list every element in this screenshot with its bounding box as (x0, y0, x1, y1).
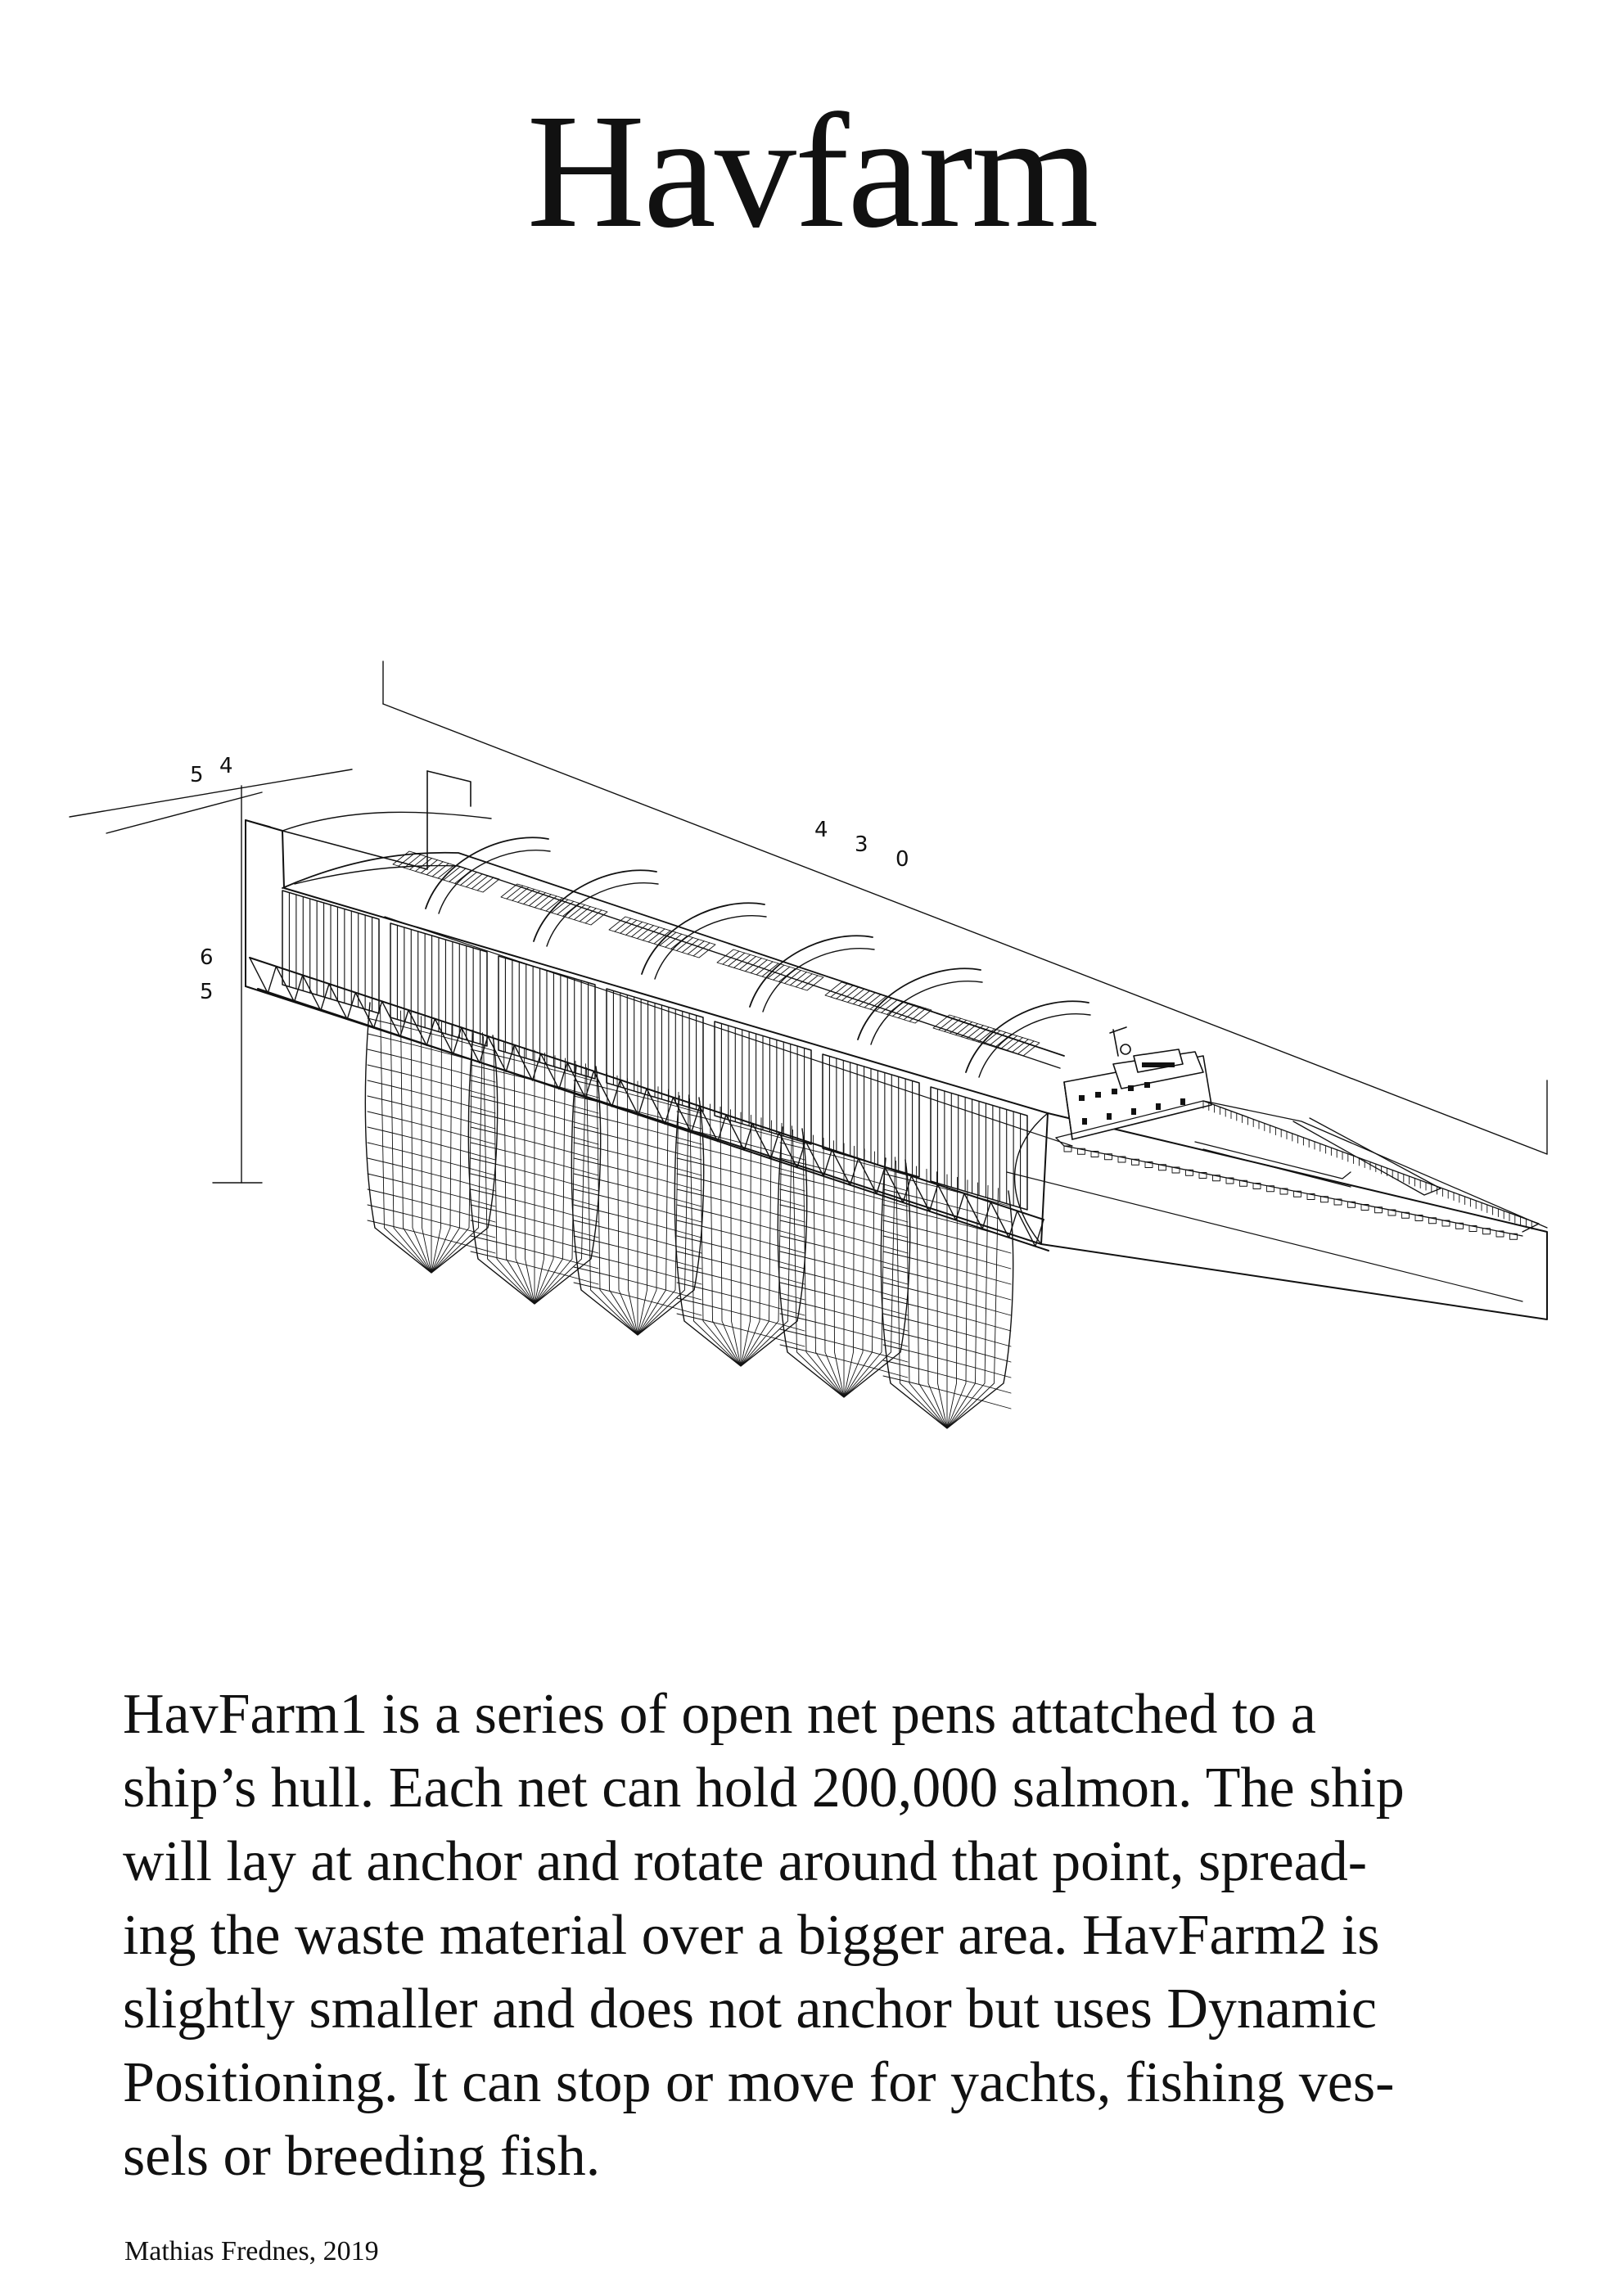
deck-grating (933, 1015, 1040, 1056)
deck-grating-bar (580, 909, 596, 922)
description-line: slightly smaller and does not anchor but uses Dynamic (123, 1978, 1377, 2041)
length-label-1: 4 (814, 818, 828, 842)
container-panel (390, 923, 487, 1046)
deck-grating-bar (466, 874, 482, 887)
deck-grating-bar (421, 860, 437, 873)
description-line: ing the waste material over a bigger area. HavFarm2 is (123, 1904, 1380, 1967)
deck-grating (825, 982, 932, 1023)
bridge-superstructure (1064, 1027, 1211, 1139)
deck-edge-far-inner (295, 866, 1060, 1068)
deck-grating-bar (939, 1017, 955, 1030)
poster-title: Havfarm (526, 81, 1098, 262)
side-container-panels (282, 891, 1027, 1210)
deck-grating-bar (831, 984, 847, 997)
deck-structure (282, 837, 1090, 1146)
deck-grating-bar (740, 957, 756, 970)
deck-edge-far (282, 853, 1064, 1056)
length-label-2: 3 (855, 832, 868, 857)
net-pen-mesh (535, 1053, 545, 1304)
deck-grating-bar (535, 895, 551, 908)
deck-grating-bar (529, 893, 545, 906)
net-pen-mesh (638, 1084, 648, 1335)
deck-grating-bar (723, 951, 739, 964)
deck-grating-bar (471, 876, 488, 889)
deck-grating-bar (507, 886, 523, 899)
deck-grating-bar (461, 873, 477, 886)
length-label-3: 0 (895, 847, 909, 872)
net-pen-mesh (431, 1021, 442, 1273)
deck-grating-bar (557, 901, 574, 914)
width-label-1: 5 (190, 763, 204, 787)
deck-grating-bar (848, 990, 864, 1003)
deck-grating-bar (620, 920, 637, 933)
width-label-2: 4 (219, 754, 233, 778)
deck-grating-bar (512, 887, 529, 900)
deck-grating-bar (585, 910, 602, 923)
height-label-2: 5 (200, 980, 214, 1004)
deck-grating-bar (734, 954, 751, 967)
deck-grating-bar (477, 877, 494, 891)
description-line: Positioning. It can stop or move for yachts, fishing ves- (123, 2051, 1395, 2114)
deck-grating-bar (574, 907, 590, 920)
deck-grating-bar (751, 960, 767, 973)
deck-grating-bar (615, 918, 631, 931)
deck-grating (393, 851, 499, 892)
deck-grating-bar (853, 991, 869, 1004)
deck-grating-bar (837, 985, 853, 999)
deck-gratings (393, 851, 1040, 1056)
deck-arch-inner (763, 949, 874, 1012)
author-credit: Mathias Frednes, 2019 (124, 2236, 379, 2266)
net-pen-mesh (741, 1115, 751, 1366)
deck-grating-bar (904, 1007, 920, 1020)
deck-grating-bar (950, 1020, 967, 1033)
description-text (123, 1678, 1514, 2194)
deck-grating-bar (745, 958, 761, 972)
deck-grating-bar (978, 1029, 995, 1042)
deck-grating-bar (449, 868, 466, 882)
description-line: ship’s hull. Each net can hold 200,000 salmon. The ship (123, 1757, 1405, 1820)
deck-grating-bar (762, 963, 778, 976)
deck-grating-bar (774, 967, 790, 980)
container-panel (931, 1087, 1027, 1210)
deck-grating-bar (842, 987, 859, 1000)
deck-grating-bar (563, 903, 580, 916)
description-line: will lay at anchor and rotate around that point, spread- (123, 1830, 1368, 1893)
deck-grating-bar (961, 1024, 977, 1037)
deck-grating-bar (416, 859, 432, 872)
deck-grating-bar (455, 870, 471, 883)
deck-grating (501, 884, 607, 925)
deck-arch-inner (439, 850, 550, 913)
deck-grating-bar (518, 889, 535, 902)
deck-arch-inner (871, 981, 982, 1044)
deck-grating-bar (632, 924, 648, 937)
deck-grating (609, 917, 715, 958)
deck-grating-bar (426, 862, 443, 875)
deck-arch-inner (655, 916, 766, 979)
container-panel (498, 956, 595, 1079)
deck-grating-bar (909, 1008, 926, 1021)
deck-grating-bar (438, 865, 454, 878)
description-line: HavFarm1 is a series of open net pens attatched to a (123, 1683, 1316, 1746)
deck-grating-bar (779, 968, 796, 981)
description-line: sels or breeding fish. (123, 2125, 601, 2188)
deck-grating-bar (410, 856, 426, 869)
deck-grating-bar (967, 1026, 983, 1039)
deck-grating-bar (945, 1018, 961, 1031)
deck-grating-bar (626, 922, 643, 935)
deck-grating-bar (956, 1022, 972, 1035)
container-panel (823, 1054, 919, 1177)
deck-grating-bar (546, 898, 562, 911)
deck-grating-bar (569, 905, 585, 918)
deck-grating-bar (524, 891, 540, 904)
height-label-1: 6 (200, 945, 214, 970)
deck-grating-bar (729, 953, 745, 966)
dimension-lines (70, 661, 1547, 1183)
